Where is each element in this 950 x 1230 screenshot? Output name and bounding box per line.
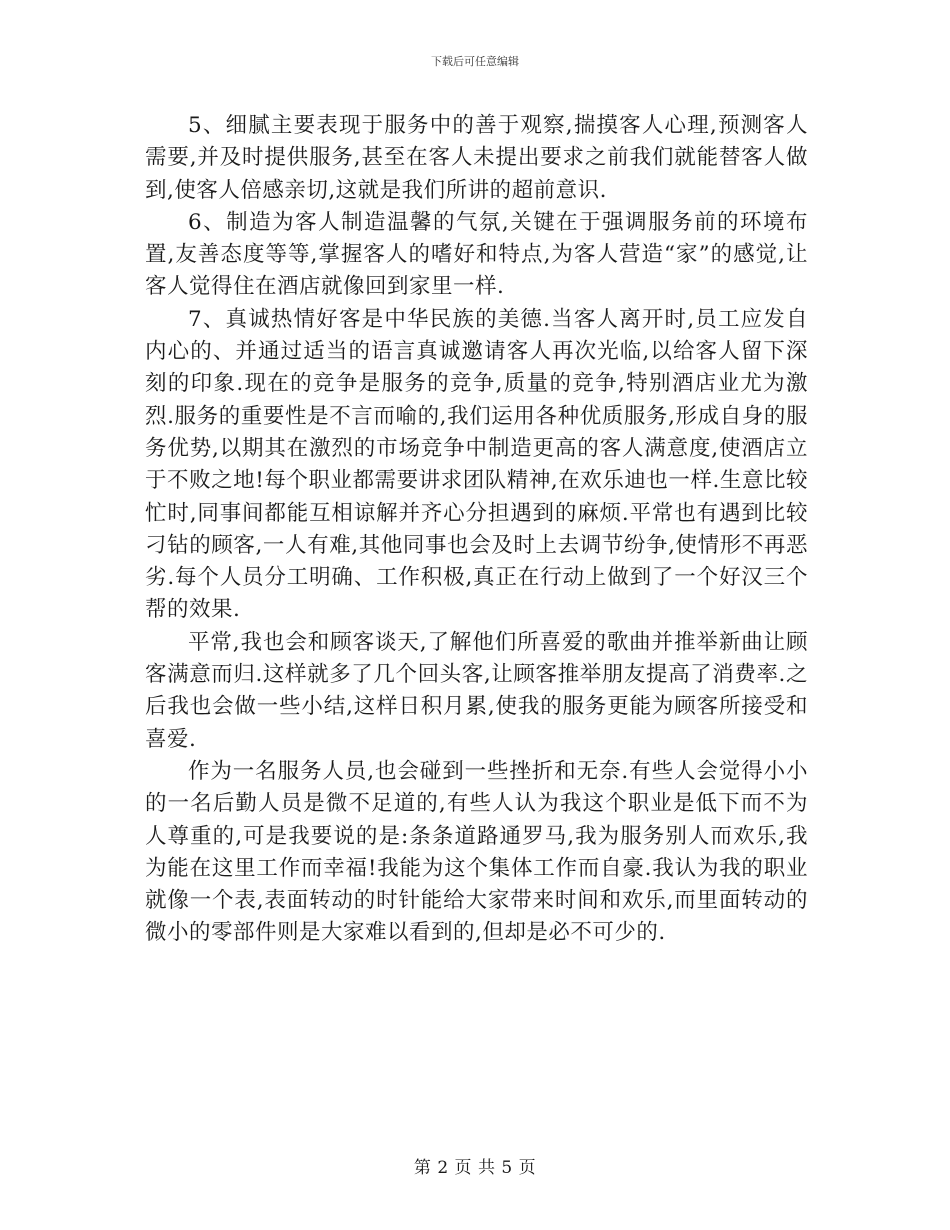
paragraph-chatting-with-customers: 平常,我也会和顾客谈天,了解他们所喜爱的歌曲并推举新曲让顾客满意而归.这样就多了几个回头客,让顾客推举朋友提高了消费率.之后我也会做一些小结,这样日积月累,使我的服务更能为顾客所接受和喜爱. <box>145 629 808 752</box>
paragraph-7-sincerity: 7、真诚热情好客是中华民族的美德.当客人离开时,员工应发自内心的、并通过适当的语言真诚邀请客人再次光临,以给客人留下深刻的印象.现在的竞争是服务的竞争,质量的竞争,特别酒店业尤为激烈.服务的重要性是不言而喻的,我们运用各种优质服务,形成自身的服务优势,以期其在激烈的市场竞争中制造更高的客人满意度,使酒店立于不败之地!每个职业都需要讲求团队精神,在欢乐迪也一样.生意比较忙时,同事间都能互相谅解并齐心分担遇到的麻烦.平常也有遇到比较刁钻的顾客,一人有难,其他同事也会及时上去调节纷争,使情形不再恶劣.每个人员分工明确、工作积极,真正在行动上做到了一个好汉三个帮的效果. <box>145 306 808 623</box>
page-number: 第 2 页 共 5 页 <box>413 1158 537 1178</box>
paragraph-6-atmosphere: 6、制造为客人制造温馨的气氛,关键在于强调服务前的环境布置,友善态度等等,掌握客人的嗜好和特点,为客人营造“家”的感觉,让客人觉得住在酒店就像回到家里一样. <box>145 209 808 300</box>
paragraph-5-delicacy: 5、细腻主要表现于服务中的善于观察,揣摸客人心理,预测客人需要,并及时提供服务,甚至在客人未提出要求之前我们就能替客人做到,使客人倍感亲切,这就是我们所讲的超前意识. <box>145 113 808 203</box>
page-header: 下载后可任意编辑 <box>431 55 519 68</box>
paragraph-setbacks: 作为一名服务人员,也会碰到一些挫折和无奈.有些人会觉得小小的一名后勤人员是微不足道的,有些人认为我这个职业是低下而不为人尊重的,可是我要说的是:条条道路通罗马,我为服务别人而欢乐,我为能在这里工作而幸福!我能为这个集体工作而自豪.我认为我的职业就像一个表,表面转动的时针能给大家带来时间和欢乐,而里面转动的微小的零部件则是大家难以看到的,但却是必不可少的. <box>145 758 808 946</box>
document-body <box>145 110 808 950</box>
